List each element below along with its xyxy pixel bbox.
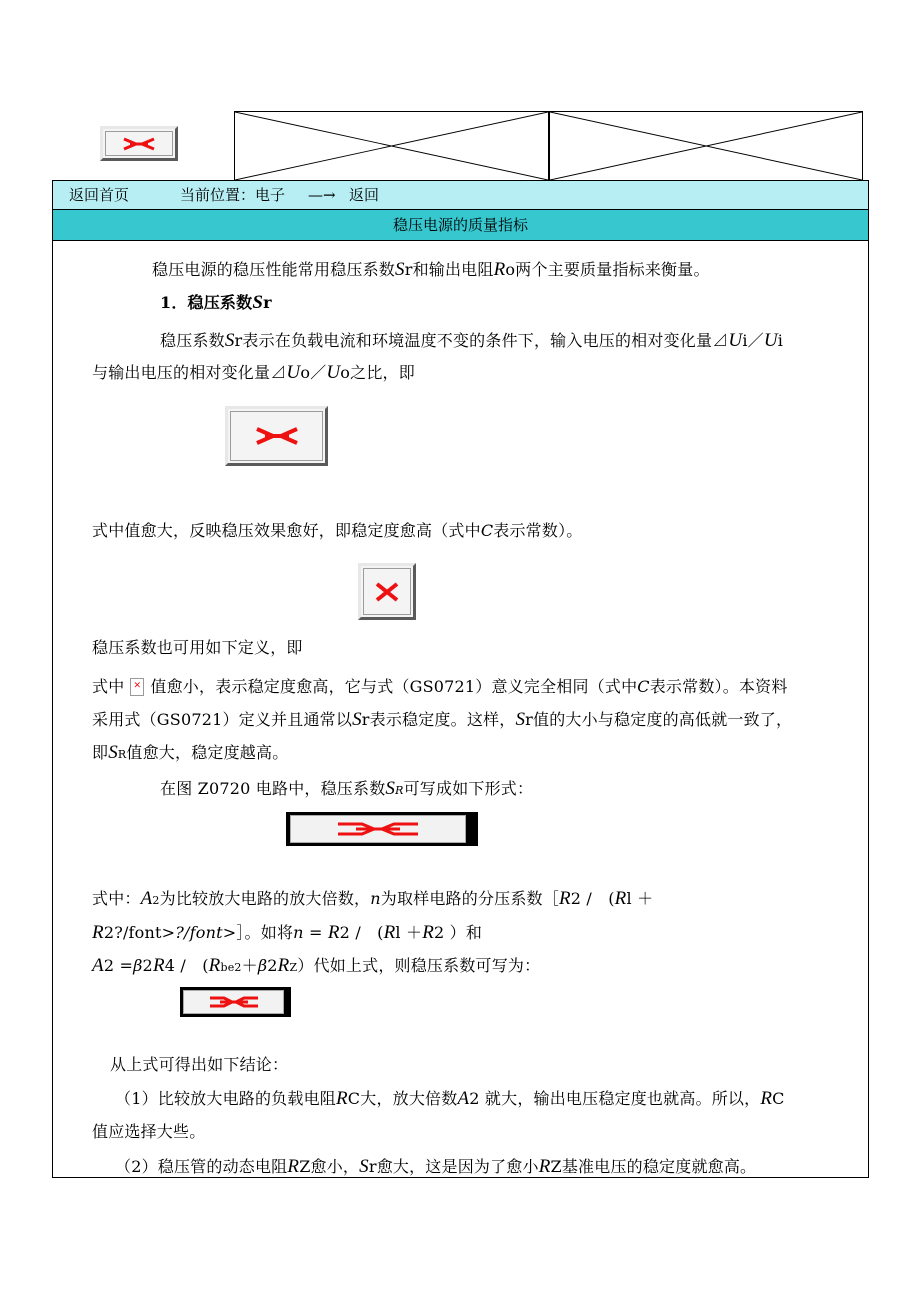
broken-image-icon [255, 426, 299, 446]
alt-definition-explanation-3: 即SR值愈大，稳定度越高。 [92, 742, 289, 763]
formula-image-3 [286, 812, 478, 846]
definition-paragraph: 稳压系数Sr表示在负载电流和环境温度不变的条件下，输入电压的相对变化量⊿Ui／Ui [160, 330, 784, 351]
banner-placeholder-right [549, 111, 863, 181]
inline-formula-image: ✕ [130, 678, 144, 696]
banner-placeholder-left [234, 111, 549, 181]
formula-image-1 [225, 406, 328, 466]
logo-image-placeholder [100, 126, 178, 161]
definition-paragraph-cont: 与输出电压的相对变化量⊿Uo／Uo之比，即 [92, 362, 415, 383]
page-title: 稳压电源的质量指标 [53, 210, 868, 241]
variables-paragraph-3: A2 =β2R4 / (Rbe2＋β2RZ）代如上式，则稳压系数可写为： [92, 955, 541, 976]
variables-paragraph-2: R2?/font>?/font>］。如将n = R2 / (Rl ＋R2 ）和 [92, 922, 483, 943]
alt-definition-explanation-2: 采用式（GS0721）定义并且通常以Sr表示稳定度。这样，Sr值的大小与稳定度的高低就一致了， [92, 709, 793, 730]
intro-paragraph: 稳压电源的稳压性能常用稳压系数Sr和输出电阻Ro两个主要质量指标来衡量。 [152, 259, 710, 280]
formula-image-4 [180, 987, 291, 1017]
broken-image-icon [208, 996, 260, 1008]
section-heading: 1．稳压系数Sr [160, 292, 272, 313]
circuit-paragraph: 在图 Z0720 电路中，稳压系数SR可写成如下形式： [160, 778, 534, 799]
variables-paragraph: 式中：A2为比较放大电路的放大倍数，n为取样电路的分压系数［R2 / (Rl ＋ [92, 888, 654, 909]
conclusion-2: （2）稳压管的动态电阻RZ愈小，Sr愈大，这是因为了愈小RZ基准电压的稳定度就愈高。 [115, 1156, 757, 1177]
alt-definition: 稳压系数也可用如下定义，即 [92, 638, 303, 657]
breadcrumb [53, 181, 868, 210]
home-link[interactable]: 返回首页 [69, 186, 130, 204]
broken-image-icon [122, 137, 156, 151]
back-link[interactable]: 返回 [349, 186, 380, 204]
breadcrumb-arrow: —→ [308, 186, 336, 204]
formula-explanation: 式中值愈大，反映稳压效果愈好，即稳定度愈高（式中C表示常数）。 [92, 521, 583, 540]
alt-definition-explanation: 式中 ✕ 值愈小，表示稳定度愈高，它与式（GS0721）意义完全相同（式中C表示常数）。本资料 [92, 677, 788, 696]
conclusion-1-cont: 值应选择大些。 [92, 1122, 206, 1141]
location-label: 当前位置：电子 [180, 186, 286, 204]
broken-image-icon [336, 822, 420, 836]
conclusion-1: （1）比较放大电路的负载电阻RC大，放大倍数A2 就大，输出电压稳定度也就高。所以，RC [115, 1088, 785, 1109]
formula-image-2 [358, 563, 416, 620]
broken-image-icon [374, 581, 400, 603]
conclusion-intro: 从上式可得出如下结论： [110, 1055, 289, 1074]
